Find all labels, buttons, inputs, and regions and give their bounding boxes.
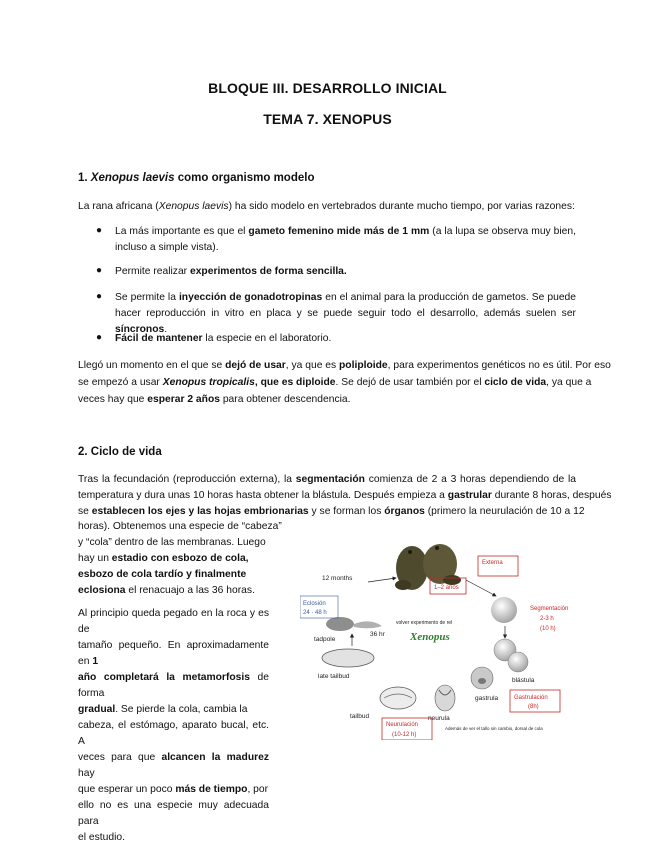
neurula-image bbox=[435, 685, 455, 711]
label-segmentacion-duration: (10 h) bbox=[540, 626, 556, 632]
topic-title: TEMA 7. XENOPUS bbox=[263, 111, 392, 127]
column-text: Al principio queda pegado en la roca y es de tamaño pequeño. En aproximadamente en 1 año completará la metamorfosis de forma gradual. Se pierde la cola, cambia la cabeza, el estómago, aparato bucal, etc. A veces para que alcancen la madurez hay que esperar un poco más de tiempo, por ello no es una especie muy adecuada para el estudio. bbox=[78, 608, 269, 843]
blastula-image bbox=[508, 652, 528, 672]
label-months: 12 months bbox=[322, 575, 353, 582]
label-gastrula: gastrula bbox=[475, 695, 499, 702]
xenopus-life-cycle-figure bbox=[300, 530, 586, 740]
adult-frogs-image bbox=[395, 544, 461, 590]
paragraph-line: se empezó a usar Xenopus tropicalis, que es diploide. Se dejó de usar también por el ciclo de vida, ya que a bbox=[78, 377, 592, 388]
section1-intro: La rana africana (Xenopus laevis) ha sido modelo en vertebrados durante mucho tiempo, por varias razones: bbox=[78, 201, 575, 212]
label-36hr: 36 hr bbox=[370, 631, 385, 638]
figure-subcaption: volver experimento de rel bbox=[396, 620, 453, 626]
bullet-marker: ● bbox=[96, 265, 103, 276]
label-neurulacion-duration: (10-12 h) bbox=[392, 732, 417, 738]
paragraph-line: temperatura y dura unas 10 horas hasta obtener la blástula. Después empieza a gastrular durante 8 horas, después bbox=[78, 490, 612, 501]
bullet-marker: ● bbox=[96, 332, 103, 343]
egg-image bbox=[491, 597, 517, 623]
tailbud-image bbox=[380, 687, 416, 709]
label-tadpole: tadpole bbox=[314, 636, 336, 643]
label-late-tailbud: late tailbud bbox=[318, 673, 350, 680]
bullet-marker: ● bbox=[96, 225, 103, 236]
label-neurula: neurula bbox=[428, 715, 450, 722]
bullet-marker: ● bbox=[96, 291, 103, 302]
bullet-item: Permite realizar experimentos de forma sencilla. bbox=[115, 266, 347, 277]
paragraph-line: Tras la fecundación (reproducción externa), la segmentación comienza de 2 a 3 horas dependiendo de la bbox=[78, 474, 577, 485]
label-gastrulacion: Gastrulación bbox=[514, 695, 548, 701]
label-years: 1–2 años bbox=[434, 585, 459, 591]
paragraph-line: Llegó un momento en el que se dejó de usar, ya que es poliploide, para experimentos genéticos no es útil. Por eso bbox=[78, 360, 611, 371]
section2-heading: 2. Ciclo de vida bbox=[78, 446, 162, 458]
paragraph-line: horas). Obtenemos una especie de “cabeza” bbox=[78, 521, 282, 532]
label-gastrulacion-duration: (8h) bbox=[528, 704, 539, 710]
paragraph-line: veces hay que esperar 2 años para obtener descendencia. bbox=[78, 394, 351, 405]
tadpole-image bbox=[326, 617, 354, 631]
bullet-item: La más importante es que el gameto femenino mide más de 1 mm (a la lupa se observa muy bien, incluso a simple vista). bbox=[115, 226, 577, 253]
label-eclosion-duration: 24 · 48 h bbox=[303, 610, 327, 616]
figure-caption: Xenopus bbox=[410, 631, 450, 643]
bullet-item: Se permite la inyección de gonadotropinas en el animal para la producción de gametos. Se puede hacer reproducción in vitro en placa y se puede seguir todo el desarrollo, además suelen ser síncronos. bbox=[115, 292, 576, 335]
section1-heading: 1. Xenopus laevis como organismo modelo bbox=[78, 172, 315, 184]
paragraph-line: se establecen los ejes y las hojas embrionarias y se forman los órganos (primero la neurulación de 10 a 12 bbox=[78, 506, 585, 517]
label-eclosion: Eclosión bbox=[303, 601, 326, 607]
label-blastula: blástula bbox=[512, 677, 535, 684]
late-tailbud-image bbox=[322, 649, 374, 667]
label-tailbud: tailbud bbox=[350, 713, 370, 720]
label-segmentacion: Segmentación bbox=[530, 606, 569, 612]
column-text: y “cola” dentro de las membranas. Luego hay un estadio con esbozo de cola, esbozo de cola tardío y finalmente eclosiona el renacuajo a las 36 horas. bbox=[78, 537, 266, 596]
label-segmentacion-times: 2-3 h bbox=[540, 616, 554, 622]
label-note: Además de ver el tallo sin cambio, dorsal de cola bbox=[445, 726, 543, 731]
label-externa: Externa bbox=[482, 560, 503, 566]
label-neurulacion: Neurulación bbox=[386, 722, 419, 728]
bullet-item: Fácil de mantener la especie en el laboratorio. bbox=[115, 333, 332, 344]
block-title: BLOQUE III. DESARROLLO INICIAL bbox=[208, 80, 447, 96]
externa-box bbox=[478, 556, 518, 576]
